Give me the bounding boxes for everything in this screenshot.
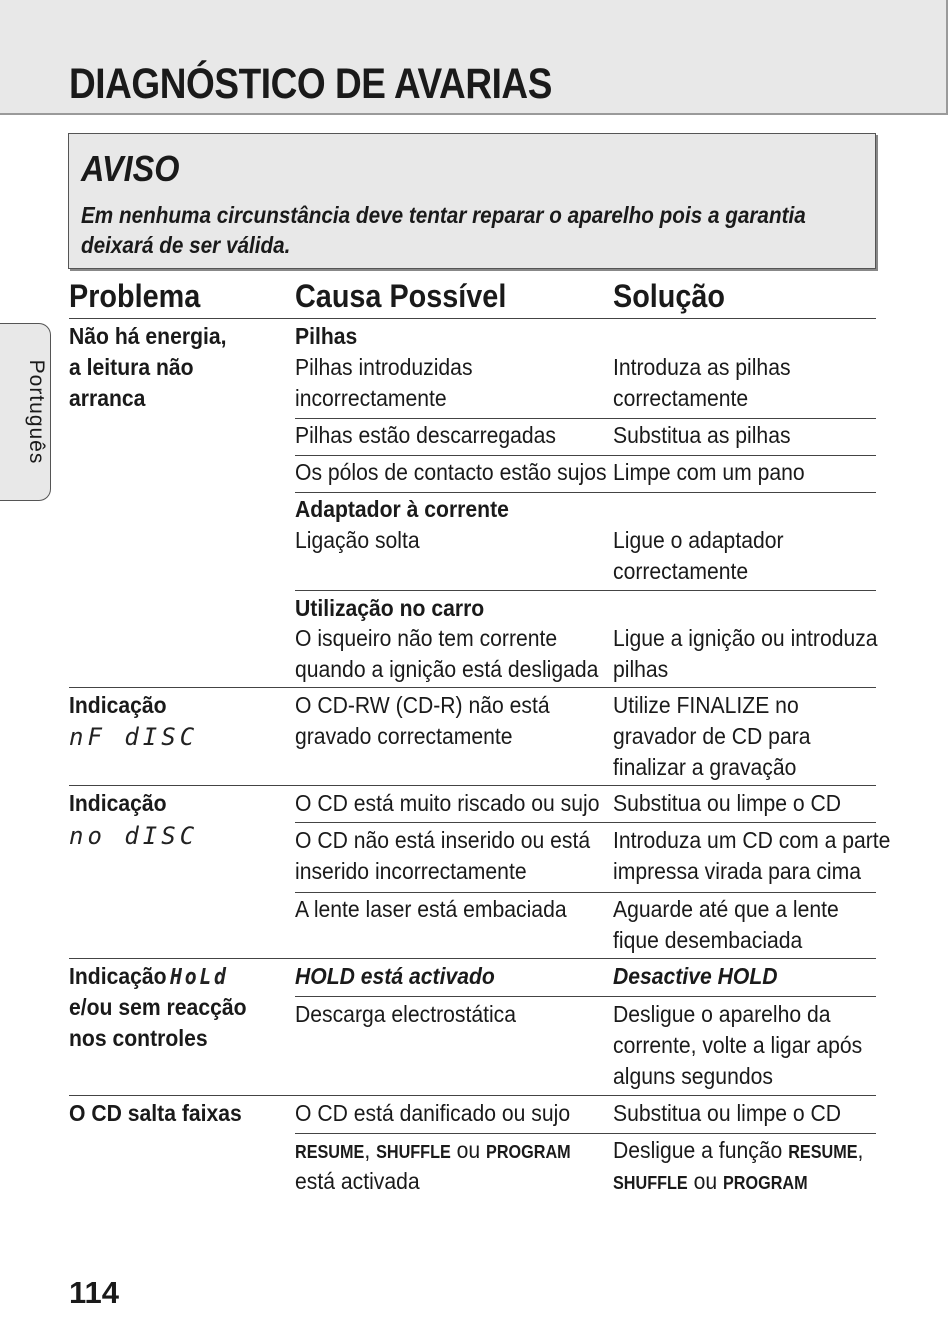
cause-text — [295, 1135, 571, 1168]
separator: ou — [687, 1168, 723, 1194]
lcd-display-text: nF dISC — [69, 723, 199, 751]
table-divider — [295, 492, 876, 493]
table-divider — [295, 455, 876, 456]
keyword-program: PROGRAM — [486, 1142, 571, 1162]
warning-text: Em nenhuma circunstância deve tentar reparar o aparelho pois a garantia deixará de ser válida. — [81, 202, 806, 258]
table-divider — [295, 822, 876, 823]
page-title: DIAGNÓSTICO DE AVARIAS — [69, 60, 552, 108]
cause-group-adapter: Adaptador à corrente — [295, 496, 509, 522]
solution-text: gravador de CD para — [613, 723, 811, 749]
separator: , — [364, 1137, 377, 1163]
warning-title: AVISO — [81, 148, 180, 189]
problem-no-power: arranca — [69, 385, 146, 411]
table-divider — [295, 590, 876, 591]
table-divider — [295, 996, 876, 997]
warning-box — [68, 133, 876, 269]
problem-indication-label: Indicação — [69, 963, 167, 989]
solution-text — [613, 1135, 863, 1168]
column-header-solution: Solução — [613, 278, 726, 314]
keyword-shuffle: SHUFFLE — [613, 1173, 688, 1193]
solution-text: correctamente — [613, 385, 749, 411]
cause-text: Descarga electrostática — [295, 1001, 517, 1027]
solution-text: Desactive HOLD — [613, 963, 778, 989]
solution-text: Substitua as pilhas — [613, 422, 791, 448]
solution-text — [613, 1166, 808, 1199]
problem-no-power: Não há energia, — [69, 323, 227, 349]
language-tab-label: Português — [25, 359, 48, 465]
solution-text: Desligue o aparelho da — [613, 1001, 831, 1027]
solution-text: Introduza um CD com a parte — [613, 827, 891, 853]
cause-text: A lente laser está embaciada — [295, 896, 567, 922]
problem-no-power: a leitura não — [69, 354, 194, 380]
table-divider — [295, 892, 876, 893]
cause-text: Pilhas estão descarregadas — [295, 422, 557, 448]
problem-text: nos controles — [69, 1025, 208, 1051]
keyword-program: PROGRAM — [722, 1173, 808, 1193]
cause-text: Pilhas introduzidas — [295, 354, 473, 380]
table-divider — [295, 418, 876, 419]
solution-text: Ligue o adaptador — [613, 527, 784, 553]
problem-indication — [69, 961, 229, 993]
cause-text: O CD-RW (CD-R) não está — [295, 692, 550, 718]
solution-text: fique desembaciada — [613, 927, 803, 953]
cause-text: gravado correctamente — [295, 723, 513, 749]
solution-text: pilhas — [613, 656, 669, 682]
table-divider — [69, 785, 876, 786]
table-divider — [69, 687, 876, 688]
cause-text: HOLD está activado — [295, 963, 495, 989]
lcd-display-text: HoLd — [170, 965, 229, 990]
separator: ou — [450, 1137, 487, 1163]
cause-text: O isqueiro não tem corrente — [295, 625, 558, 651]
cause-text: O CD está muito riscado ou sujo — [295, 790, 600, 816]
table-divider — [69, 1095, 876, 1096]
keyword-shuffle: SHUFFLE — [376, 1142, 451, 1162]
cause-text: O CD não está inserido ou está — [295, 827, 591, 853]
problem-indication: Indicação — [69, 692, 167, 718]
table-divider — [69, 958, 876, 959]
column-header-cause: Causa Possível — [295, 278, 507, 314]
language-tab — [0, 323, 51, 501]
problem-text: e/ou sem reacção — [69, 994, 247, 1020]
solution-text: Limpe com um pano — [613, 459, 805, 485]
separator: , — [857, 1137, 864, 1163]
cause-group-car: Utilização no carro — [295, 595, 485, 621]
solution-text: corrente, volte a ligar após — [613, 1032, 863, 1058]
solution-text: alguns segundos — [613, 1063, 773, 1089]
column-header-problem: Problema — [69, 278, 201, 314]
cause-group-batteries: Pilhas — [295, 323, 358, 349]
cause-text: quando a ignição está desligada — [295, 656, 599, 682]
solution-text: impressa virada para cima — [613, 858, 862, 884]
table-divider — [295, 1133, 876, 1134]
solution-text: Introduza as pilhas — [613, 354, 791, 380]
table-divider — [69, 318, 876, 319]
cause-text: inserido incorrectamente — [295, 858, 527, 884]
solution-text: Substitua ou limpe o CD — [613, 790, 842, 816]
solution-prefix: Desligue a função — [613, 1137, 789, 1163]
cause-text: Ligação solta — [295, 527, 420, 553]
solution-text: correctamente — [613, 558, 749, 584]
solution-text: finalizar a gravação — [613, 754, 797, 780]
cause-text: incorrectamente — [295, 385, 447, 411]
cause-text: O CD está danificado ou sujo — [295, 1100, 571, 1126]
keyword-resume: RESUME — [788, 1142, 858, 1162]
lcd-display-text: no dISC — [69, 822, 199, 850]
page-number: 114 — [69, 1275, 120, 1310]
solution-text: Aguarde até que a lente — [613, 896, 839, 922]
cause-text: Os pólos de contacto estão sujos — [295, 459, 607, 485]
keyword-resume: RESUME — [295, 1142, 365, 1162]
cause-text: está activada — [295, 1168, 420, 1194]
solution-text: Ligue a ignição ou introduza — [613, 625, 878, 651]
problem-skips-tracks: O CD salta faixas — [69, 1100, 242, 1126]
solution-text: Substitua ou limpe o CD — [613, 1100, 842, 1126]
solution-text: Utilize FINALIZE no — [613, 692, 799, 718]
problem-indication: Indicação — [69, 790, 167, 816]
